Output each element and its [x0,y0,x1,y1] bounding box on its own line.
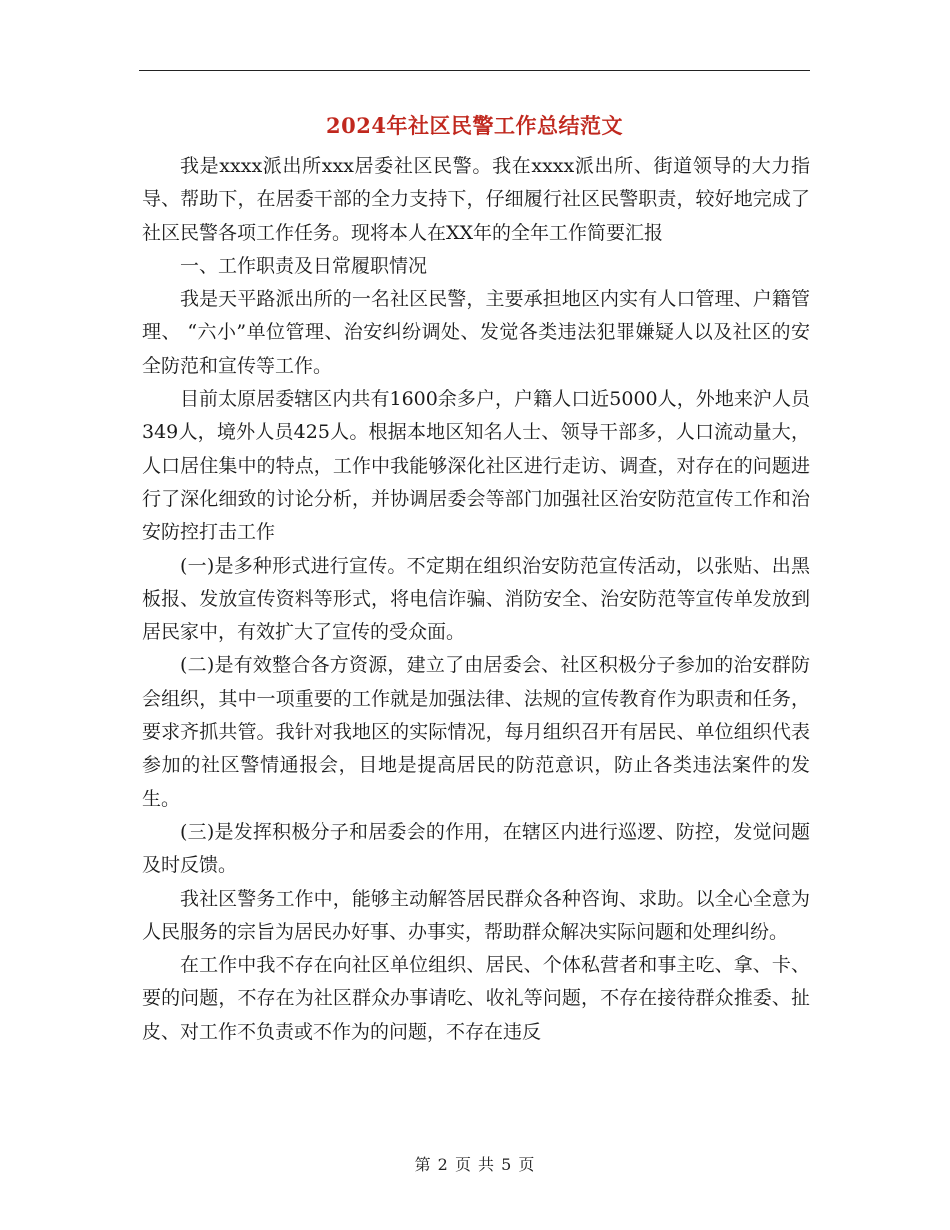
section-heading: 一、工作职责及日常履职情况 [180,254,428,277]
document-body [142,150,810,1049]
page-footer: 第 2 页 共 5 页 [414,1155,536,1174]
paragraph: 我是xxxx派出所xxx居委社区民警。我在xxxx派出所、街道领导的大力指导、帮助下，在居委干部的全力支持下，仔细履行社区民警职责，较好地完成了社区民警各项工作任务。现将本人在XX年的全年工作简要汇报 [142,155,810,244]
paragraph: (三)是发挥积极分子和居委会的作用，在辖区内进行巡逻、防控，发觉问题及时反馈。 [142,820,810,877]
paragraph: 在工作中我不存在向社区单位组织、居民、个体私营者和事主吃、拿、卡、要的问题，不存在为社区群众办事请吃、收礼等问题，不存在接待群众推委、扯皮、对工作不负责或不作为的问题，不存在违反 [142,954,810,1043]
document-title: 2024年社区民警工作总结范文 [326,113,623,138]
paragraph: 我是天平路派出所的一名社区民警，主要承担地区内实有人口管理、户籍管理、 “六小”单位管理、治安纠纷调处、发觉各类违法犯罪嫌疑人以及社区的安全防范和宣传等工作。 [142,288,810,377]
header-rule [139,70,810,71]
paragraph: (一)是多种形式进行宣传。不定期在组织治安防范宣传活动，以张贴、出黑板报、发放宣传资料等形式，将电信诈骗、消防安全、治安防范等宣传单发放到居民家中，有效扩大了宣传的受众面。 [142,554,810,644]
paragraph: 目前太原居委辖区内共有1600余多户，户籍人口近5000人，外地来沪人员349人，境外人员425人。根据本地区知名人士、领导干部多，人口流动量大，人口居住集中的特点，工作中我能够深化社区进行走访、调查，对存在的问题进行了深化细致的讨论分析，并协调居委会等部门加强社区治安防范宣传工作和治安防控打击工作 [142,388,810,544]
paragraph: 我社区警务工作中，能够主动解答居民群众各种咨询、求助。以全心全意为人民服务的宗旨为居民办好事、办事实，帮助群众解决实际问题和处理纠纷。 [142,887,810,943]
paragraph: (二)是有效整合各方资源，建立了由居委会、社区积极分子参加的治安群防会组织，其中一项重要的工作就是加强法律、法规的宣传教育作为职责和任务，要求齐抓共管。我针对我地区的实际情况，每月组织召开有居民、单位组织代表参加的社区警情通报会，目地是提高居民的防范意识，防止各类违法案件的发生。 [142,654,810,810]
